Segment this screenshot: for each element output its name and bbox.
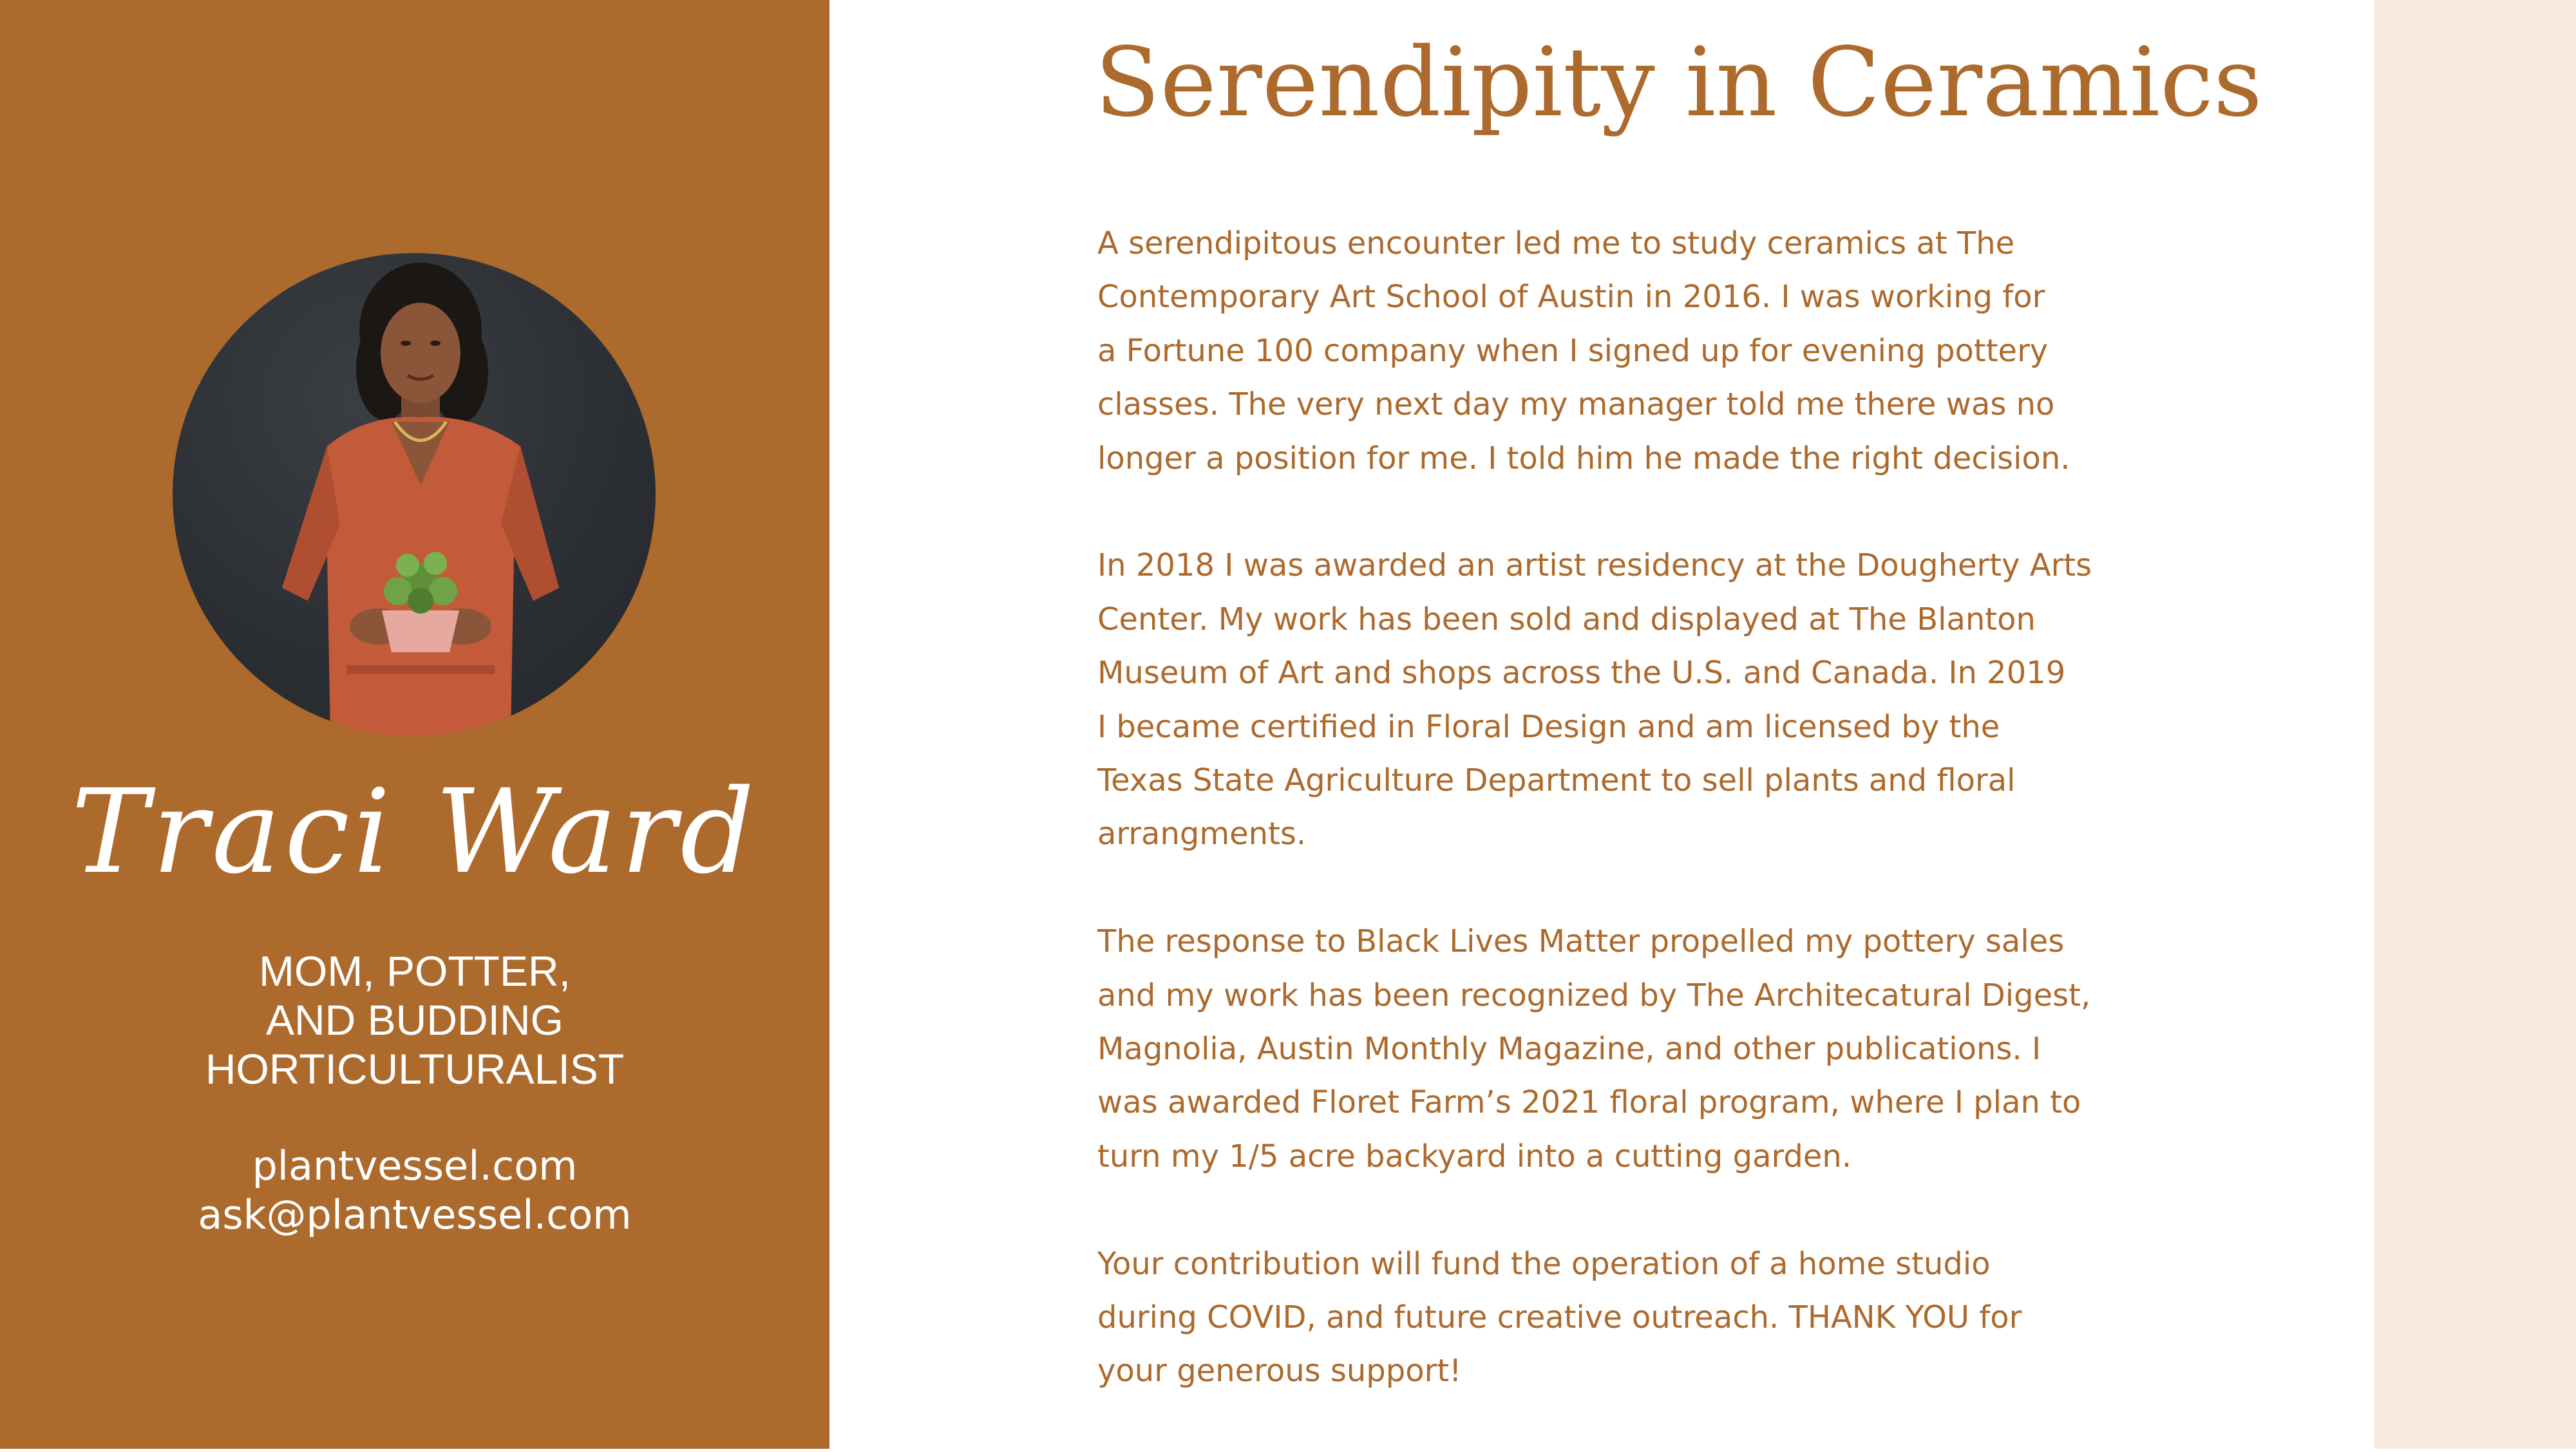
text-line: Magnolia, Austin Monthly Magazine, and other publications. I bbox=[1097, 1031, 2041, 1068]
text-line: during COVID, and future creative outreach. THANK YOU for bbox=[1097, 1299, 2022, 1336]
tagline-line: HORTICULTURALIST bbox=[205, 1045, 625, 1093]
signature-name: Traci Ward bbox=[71, 765, 759, 900]
biography-paragraph bbox=[1097, 217, 2154, 486]
biography-text bbox=[1097, 217, 2154, 1452]
text-line: A serendipitous encounter led me to study ceramics at The bbox=[1097, 225, 2015, 261]
tagline-line: MOM, POTTER, bbox=[259, 947, 571, 995]
text-line: The response to Black Lives Matter propelled my pottery sales bbox=[1097, 923, 2065, 960]
biography-paragraph bbox=[1097, 915, 2154, 1183]
text-line: turn my 1/5 acre backyard into a cutting garden. bbox=[1097, 1138, 1852, 1174]
text-line: Center. My work has been sold and displayed at The Blanton bbox=[1097, 601, 2036, 637]
page-title: Serendipity in Ceramics bbox=[1095, 27, 2262, 138]
text-line: arrangments. bbox=[1097, 816, 1307, 853]
text-line: Texas State Agriculture Department to sell plants and floral bbox=[1097, 762, 2016, 799]
biography-paragraph bbox=[1097, 539, 2154, 861]
profile-panel bbox=[0, 0, 829, 1449]
person-holding-plant-photo bbox=[173, 253, 656, 736]
website-link[interactable]: plantvessel.com bbox=[252, 1142, 578, 1189]
text-line: and my work has been recognized by The Architecatural Digest, bbox=[1097, 977, 2091, 1014]
email-link[interactable]: ask@plantvessel.com bbox=[198, 1191, 632, 1238]
text-line: In 2018 I was awarded an artist residency at the Dougherty Arts bbox=[1097, 547, 2092, 584]
contact-info bbox=[0, 1142, 829, 1240]
text-line: Contemporary Art School of Austin in 2016. I was working for bbox=[1097, 279, 2045, 316]
text-line: I became certified in Floral Design and am licensed by the bbox=[1097, 708, 2000, 745]
decorative-strip bbox=[2374, 0, 2576, 1449]
text-line: your generous support! bbox=[1097, 1353, 1462, 1390]
text-line: a Fortune 100 company when I signed up for evening pottery bbox=[1097, 332, 2049, 369]
tagline-line: AND BUDDING bbox=[265, 996, 564, 1044]
text-line: longer a position for me. I told him he made the right decision. bbox=[1097, 440, 2070, 476]
text-line: Museum of Art and shops across the U.S. and Canada. In 2019 bbox=[1097, 655, 2066, 692]
text-line: was awarded Floret Farm’s 2021 floral program, where I plan to bbox=[1097, 1084, 2081, 1121]
text-line: Your contribution will fund the operation of a home studio bbox=[1097, 1245, 1991, 1282]
profile-tagline bbox=[0, 947, 829, 1093]
text-line: classes. The very next day my manager told me there was no bbox=[1097, 386, 2055, 423]
profile-photo bbox=[173, 253, 656, 736]
biography-paragraph bbox=[1097, 1238, 2154, 1399]
